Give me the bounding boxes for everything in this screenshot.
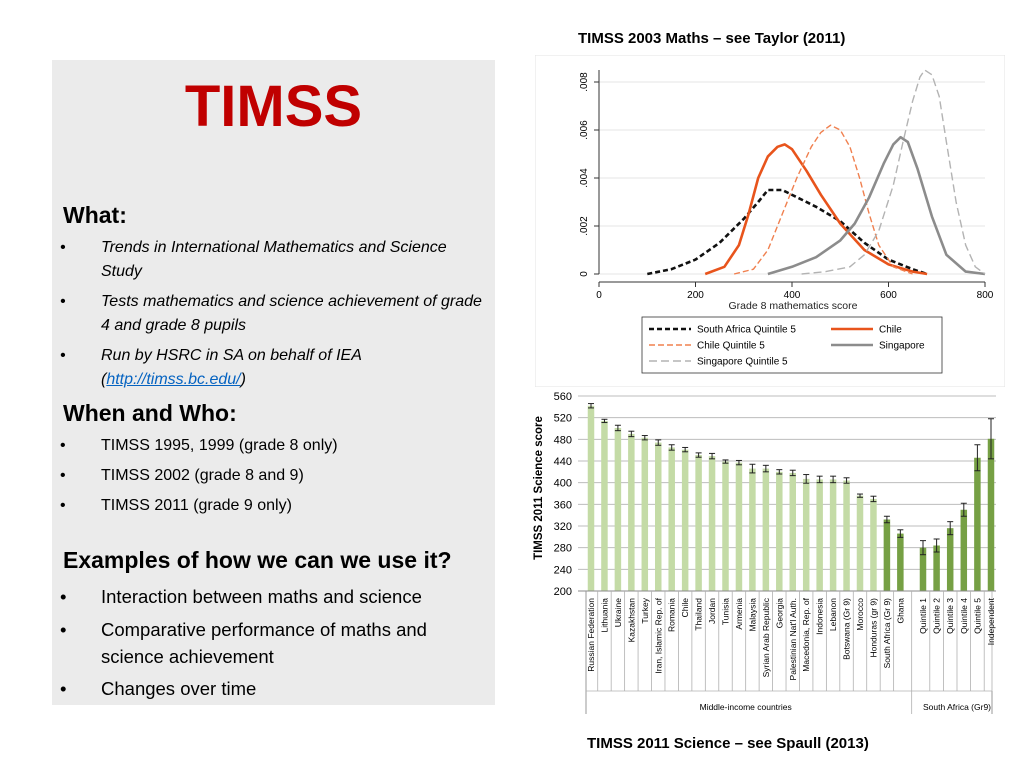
science-category-label: Macedonia, Rep. of — [801, 598, 812, 672]
science-y-tick-label: 360 — [553, 499, 572, 512]
science-bar — [736, 463, 743, 591]
science-y-tick-label: 240 — [553, 564, 572, 577]
density-x-tick-label: 0 — [596, 290, 602, 301]
science-bar — [709, 456, 716, 591]
science-category-label: Lebanon — [828, 598, 839, 632]
science-category-label: Turkey — [639, 598, 650, 624]
science-y-tick-label: 440 — [553, 456, 572, 468]
what-list — [60, 236, 485, 398]
science-y-tick-label: 480 — [553, 434, 572, 447]
text-panel — [52, 60, 495, 705]
science-category-label: Armenia — [733, 598, 744, 630]
density-legend-label: South Africa Quintile 5 — [697, 324, 796, 336]
density-chart — [535, 55, 1005, 387]
density-y-tick-label: .008 — [579, 72, 590, 92]
when-item-2: • TIMSS 2002 (grade 8 and 9) — [60, 464, 485, 488]
science-bar — [974, 458, 981, 591]
science-bar — [884, 520, 891, 592]
density-y-tick-label: .004 — [579, 168, 590, 188]
science-bar — [642, 438, 649, 591]
science-y-axis-label: TIMSS 2011 Science score — [533, 416, 545, 560]
what-item-1: • Trends in International Mathematics and Science Study — [60, 236, 485, 284]
science-category-label: Palestinian Nat'l Auth. — [787, 598, 798, 681]
what-item-3-suffix: ) — [240, 371, 246, 388]
density-y-tick-label: 0 — [579, 271, 590, 277]
when-heading: When and Who: — [63, 400, 237, 426]
density-legend — [642, 317, 942, 373]
science-bar-chart — [530, 388, 1006, 718]
science-category-label: Kazakhstan — [626, 598, 637, 643]
science-bar — [803, 479, 810, 591]
science-y-tick-label: 280 — [553, 542, 572, 555]
science-bar — [749, 469, 756, 591]
science-bar — [947, 528, 954, 591]
what-item-2: • Tests mathematics and science achievement of grade 4 and grade 8 pupils — [60, 290, 485, 338]
science-y-tick-label: 560 — [553, 391, 572, 403]
science-bar — [655, 443, 662, 591]
science-bar — [830, 479, 837, 591]
science-category-label: Quintile 1 — [918, 598, 928, 634]
science-category-label: Thailand — [693, 598, 704, 631]
density-x-tick-label: 400 — [783, 290, 801, 301]
what-item-3 — [60, 344, 485, 392]
science-bar — [588, 406, 595, 591]
science-bar — [870, 499, 877, 591]
density-x-tick-label: 800 — [976, 290, 994, 301]
science-category-label: Ukraine — [612, 598, 623, 628]
science-category-label: Tunisia — [720, 598, 731, 626]
when-item-3: • TIMSS 2011 (grade 9 only) — [60, 494, 485, 518]
science-y-tick-label: 320 — [553, 521, 572, 533]
science-bar — [857, 496, 864, 591]
slide-title: TIMSS — [184, 74, 363, 139]
science-y-tick-label: 200 — [553, 586, 572, 598]
science-category-label: Indonesia — [814, 598, 825, 635]
science-group-label: Middle-income countries — [699, 702, 792, 712]
science-bar — [615, 428, 622, 591]
science-bar — [961, 510, 968, 591]
density-y-tick-label: .006 — [579, 120, 590, 140]
science-category-label: Quintile 3 — [945, 598, 956, 634]
timss-link[interactable]: http://timss.bc.edu/ — [106, 371, 241, 388]
examples-item-3: • Changes over time — [60, 676, 485, 703]
science-category-label: Quintile 4 — [958, 598, 969, 634]
science-group-label: South Africa (Gr9) — [922, 702, 992, 712]
science-bar — [988, 439, 995, 591]
science-y-tick-label: 400 — [553, 477, 572, 490]
science-bar — [668, 447, 675, 591]
science-category-label: Ghana — [895, 598, 906, 624]
science-category-label: Independent — [986, 598, 996, 646]
science-category-label: Honduras (gr 9) — [868, 598, 879, 658]
science-bar — [816, 479, 823, 591]
science-bar — [776, 472, 783, 591]
density-legend-label: Chile — [879, 324, 902, 336]
examples-list — [60, 584, 485, 709]
when-item-1: • TIMSS 1995, 1999 (grade 8 only) — [60, 434, 485, 458]
science-bar — [790, 473, 797, 591]
density-x-tick-label: 200 — [687, 290, 704, 301]
when-list — [60, 434, 485, 524]
science-category-label: Malaysia — [747, 598, 758, 632]
science-category-label: Jordan — [707, 598, 718, 624]
science-category-label: Morocco — [855, 598, 865, 631]
density-y-tick-label: .002 — [579, 216, 590, 236]
density-legend-label: Chile Quintile 5 — [697, 340, 765, 352]
examples-heading: Examples of how we can we use it? — [63, 547, 452, 573]
science-bar — [722, 462, 729, 591]
science-category-label: Georgia — [774, 598, 785, 629]
science-bar — [897, 534, 904, 591]
science-bar — [843, 481, 850, 592]
science-category-label: Quintile 5 — [972, 598, 983, 634]
density-legend-label: Singapore — [879, 340, 925, 352]
science-category-label: Russian Federation — [586, 598, 596, 672]
science-bar — [682, 450, 689, 591]
density-legend-label: Singapore Quintile 5 — [697, 356, 788, 368]
science-bar — [628, 434, 635, 591]
top-chart-caption: TIMSS 2003 Maths – see Taylor (2011) — [578, 30, 846, 47]
science-bar — [601, 421, 608, 591]
science-y-tick-label: 520 — [553, 412, 572, 425]
what-heading: What: — [63, 202, 127, 228]
science-bar — [763, 469, 770, 591]
science-category-label: South Africa (Gr 9) — [881, 598, 892, 669]
science-category-label: Syrian Arab Republic — [760, 598, 771, 678]
science-category-label: Romania — [666, 598, 677, 633]
bottom-chart-caption: TIMSS 2011 Science – see Spaull (2013) — [587, 735, 869, 752]
science-category-label: Chile — [680, 598, 691, 618]
what-item-3-prefix: Run by HSRC in SA on behalf of IEA ( — [101, 347, 362, 388]
examples-item-1: • Interaction between maths and science — [60, 584, 485, 611]
science-category-label: Quintile 2 — [931, 598, 942, 634]
science-bar — [695, 455, 702, 591]
density-x-axis-label: Grade 8 mathematics score — [728, 300, 858, 312]
science-category-label: Lithuania — [599, 598, 610, 633]
examples-item-2: • Comparative performance of maths and science achievement — [60, 617, 485, 671]
science-category-label: Iran, Islamic Rep. of — [653, 598, 664, 674]
science-category-label: Botswana (Gr 9) — [841, 598, 852, 660]
density-x-tick-label: 600 — [880, 290, 897, 301]
